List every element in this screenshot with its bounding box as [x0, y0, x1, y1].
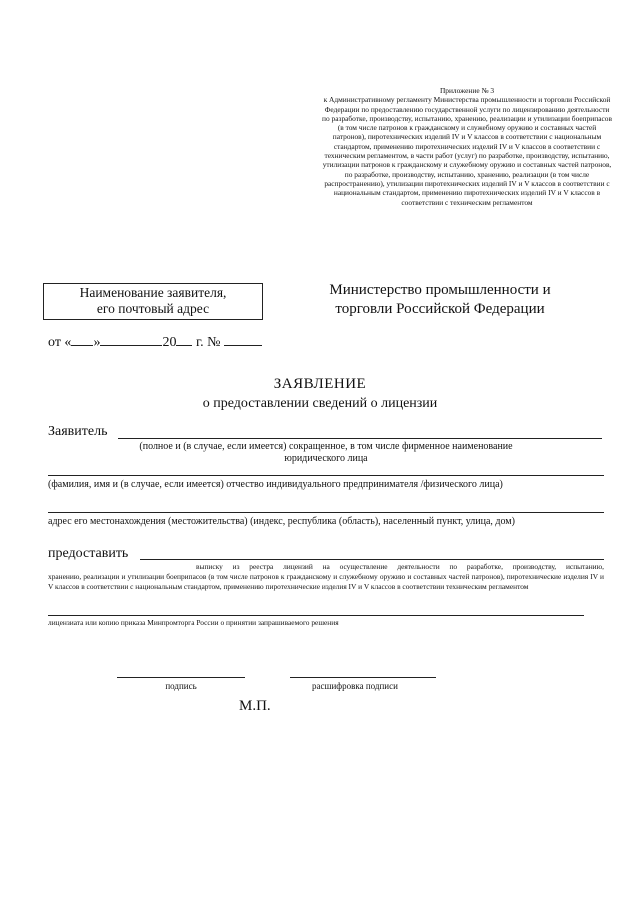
applicant-label: Заявитель [48, 424, 108, 439]
year-blank [176, 345, 192, 346]
applicant-hint2: (фамилия, имя и (в случае, если имеется) отчество индивидуального предпринимателя /физического лица) [48, 479, 503, 490]
individual-input-line [48, 475, 604, 476]
stamp-place: М.П. [239, 698, 271, 714]
number-blank [224, 345, 262, 346]
provide-input-line-2 [48, 615, 584, 616]
applicant-hint1: (полное и (в случае, если имеется) сокращенное, в том числе фирменное наименование [139, 441, 513, 452]
document-title: ЗАЯВЛЕНИЕ [273, 376, 367, 392]
applicant-hint1b: юридического лица [284, 453, 368, 464]
appendix-body: к Административному регламенту Министерства промышленности и торговли Российской Федерации по предоставлению государственной услуги по лицензированию деятельности по разработке, производству, испытанию, хранению, реализации и утилизации боеприпасов (в том числе патронов к гражданскому и служебному оружию и составных частей патронов), пиротехнических изделий IV и V классов в соответствии с национальным стандартом, применению пиротехнических изделий IV и V классов в соответствии с техническим регламентом, в части работ (услуг) по разработке, производству, испытанию, утилизации патронов к гражданскому и служебному оружию и составных частей патронов, по разработке, производству, испытанию, хранению, реализации (в том числе распространению), утилизации пиротехнических изделий IV и V классов в соответствии с национальным стандартом, применению пиротехнических изделий IV и V классов в соответствии с техническим регламентом [322, 95, 612, 207]
provide-text-rest: хранению, реализации и утилизации боеприпасов (в том числе патронов к гражданскому и служебному оружию и составных частей патронов), пиротехнические изделия IV и V классов в соответствии с национальным стандартом, применению пиротехнические изделия IV и V классов в соответствии техническим регламентом [48, 572, 604, 591]
applicant-input-line [118, 438, 602, 439]
month-blank [100, 345, 162, 346]
recipient-line2: торговли Российской Федерации [335, 301, 545, 317]
date-line [48, 335, 262, 351]
recipient-line1: Министерство промышленности и [329, 282, 551, 298]
provide-text-last: лицензиата или копию приказа Минпромторга России о принятии запрашиваемого решения [48, 618, 339, 627]
signature-label: подпись [165, 681, 197, 691]
day-blank [71, 345, 93, 346]
date-from-label: от « [48, 335, 72, 350]
signature-decode-label: расшифровка подписи [312, 681, 398, 691]
applicant-box-line1: Наименование заявителя, [79, 285, 227, 300]
document-subtitle: о предоставлении сведений о лицензии [202, 396, 438, 411]
signature-line [117, 677, 245, 678]
applicant-name-box [43, 283, 263, 320]
provide-label: предоставить [48, 546, 129, 561]
address-input-line [48, 512, 604, 513]
appendix-block [322, 86, 612, 207]
signature-decode-line [290, 677, 436, 678]
date-close-quote: » [93, 335, 101, 350]
provide-text-first: выписку из реестра лицензий на осуществление деятельности по разработке, производству, испытанию, [196, 562, 604, 571]
applicant-box-line2: его почтовый адрес [96, 301, 210, 316]
provide-input-line [140, 559, 604, 560]
appendix-heading: Приложение № 3 [439, 86, 495, 95]
year-prefix: 20 [162, 335, 177, 350]
recipient-block [300, 281, 580, 319]
number-label: г. № [195, 335, 221, 350]
applicant-hint3: адрес его местонахождения (местожительства) (индекс, республика (область), населенный пункт, улица, дом) [48, 516, 515, 527]
